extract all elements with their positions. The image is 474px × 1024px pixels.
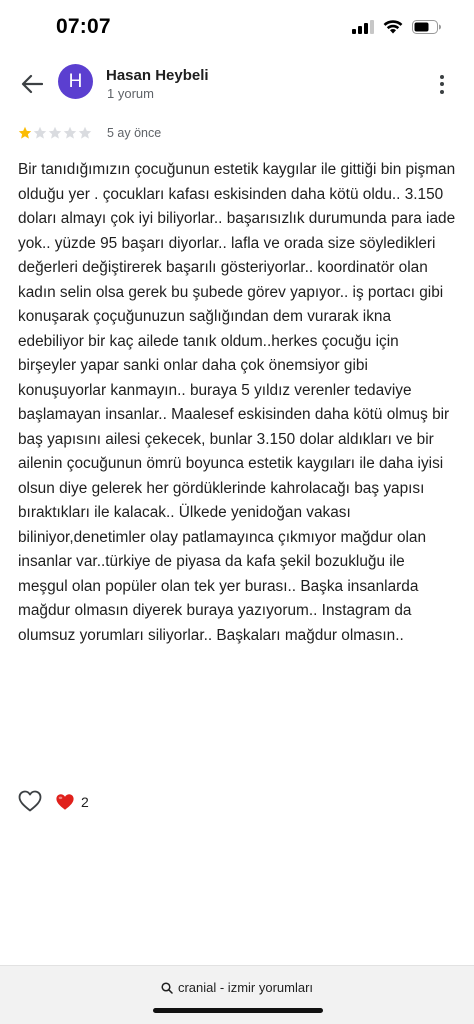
star-empty-icon [48,126,62,140]
arrow-left-icon [21,74,43,94]
status-icons [352,19,442,34]
address-bar-text: cranial - izmir yorumları [177,980,314,995]
battery-icon [412,20,442,34]
reactions-row [18,790,89,814]
status-time: 07:07 [56,15,111,38]
star-filled-icon [18,126,32,140]
like-button[interactable] [18,790,42,814]
status-bar [0,0,474,56]
heart-outline-icon [18,790,42,812]
avatar[interactable] [58,64,93,99]
star-empty-icon [78,126,92,140]
review-header [0,56,474,112]
rating-row [18,126,161,140]
star-empty-icon [63,126,77,140]
more-vertical-icon-dot [440,75,444,79]
avatar-letter: H [68,70,83,92]
address-bar[interactable] [0,980,474,995]
browser-bottom-bar [0,965,474,1024]
search-icon [161,982,173,994]
review-text: Bir tanıdığımızın çocuğunun estetik kaygılar ile gittiği bin pişman olduğu yer . çocukları kafası eskisinden daha kötü oldu.. 3.150 doları almayı çok iyi biliyorlar.. başarısızlık durumunda para iade yok.. yüzde 95 başarı diyorlar.. lafla ve orada size söyledikleri değerleri değiştirerek başarılı gösteriyorlar.. koordinatör olan kadın selin olsa gerek bu şubede görev yapıyor.. iş portacı gibi konuşarak çoçuğunuzun sağlığından dem vurarak ikna edebiliyor bir kaç ailede tanık oldum..herkes çocuğu için birşeyler yapar sanki onlar daha çok önemsiyor gibi konuşuyorlar kanmayın.. buraya 5 yıldız verenler tedaviye başlamayan insanlar.. Maalesef eskisinden daha kötü olmuş bir baş yapısını ailesi çekecek, bunlar 3.150 dolar aldıkları ve bir ailenin çocuğunun ömrü boyunca estetik kaygıları ile daha iyisi olsun diye gelerek her gördüklerinde kahrolacağı baş yapısı bıraktıkları ile kalacak.. Ülkede yenidoğan vakası biliniyor,denetimler olay patlamayınca çıkmıyor mağdur olan insanlar var..türkiye de piyasa da kafa şekil bozukluğu ile meşgul olan popüler olan tek yer burası.. Başka insanlarda mağdur olmasın diyerek buraya yazıyorum.. Instagram da olumsuz yorumları siliyorlar.. Başkaları mağdur olmasın.. [18,161,456,644]
more-vertical-icon-dot [440,90,444,94]
review-date: 5 ay önce [107,126,162,140]
star-empty-icon [33,126,47,140]
heart-count: 2 [81,794,89,810]
red-heart-icon [55,793,75,811]
star-rating [18,126,92,140]
cellular-signal-icon [352,20,374,34]
more-vertical-icon-dot [440,82,444,86]
heart-reaction[interactable] [55,793,89,811]
author-name[interactable]: Hasan Heybeli [106,67,209,84]
more-options-button[interactable] [430,68,454,100]
author-review-count: 1 yorum [107,86,154,101]
home-indicator[interactable] [153,1008,323,1013]
wifi-icon [383,19,403,34]
back-button[interactable] [14,66,50,102]
